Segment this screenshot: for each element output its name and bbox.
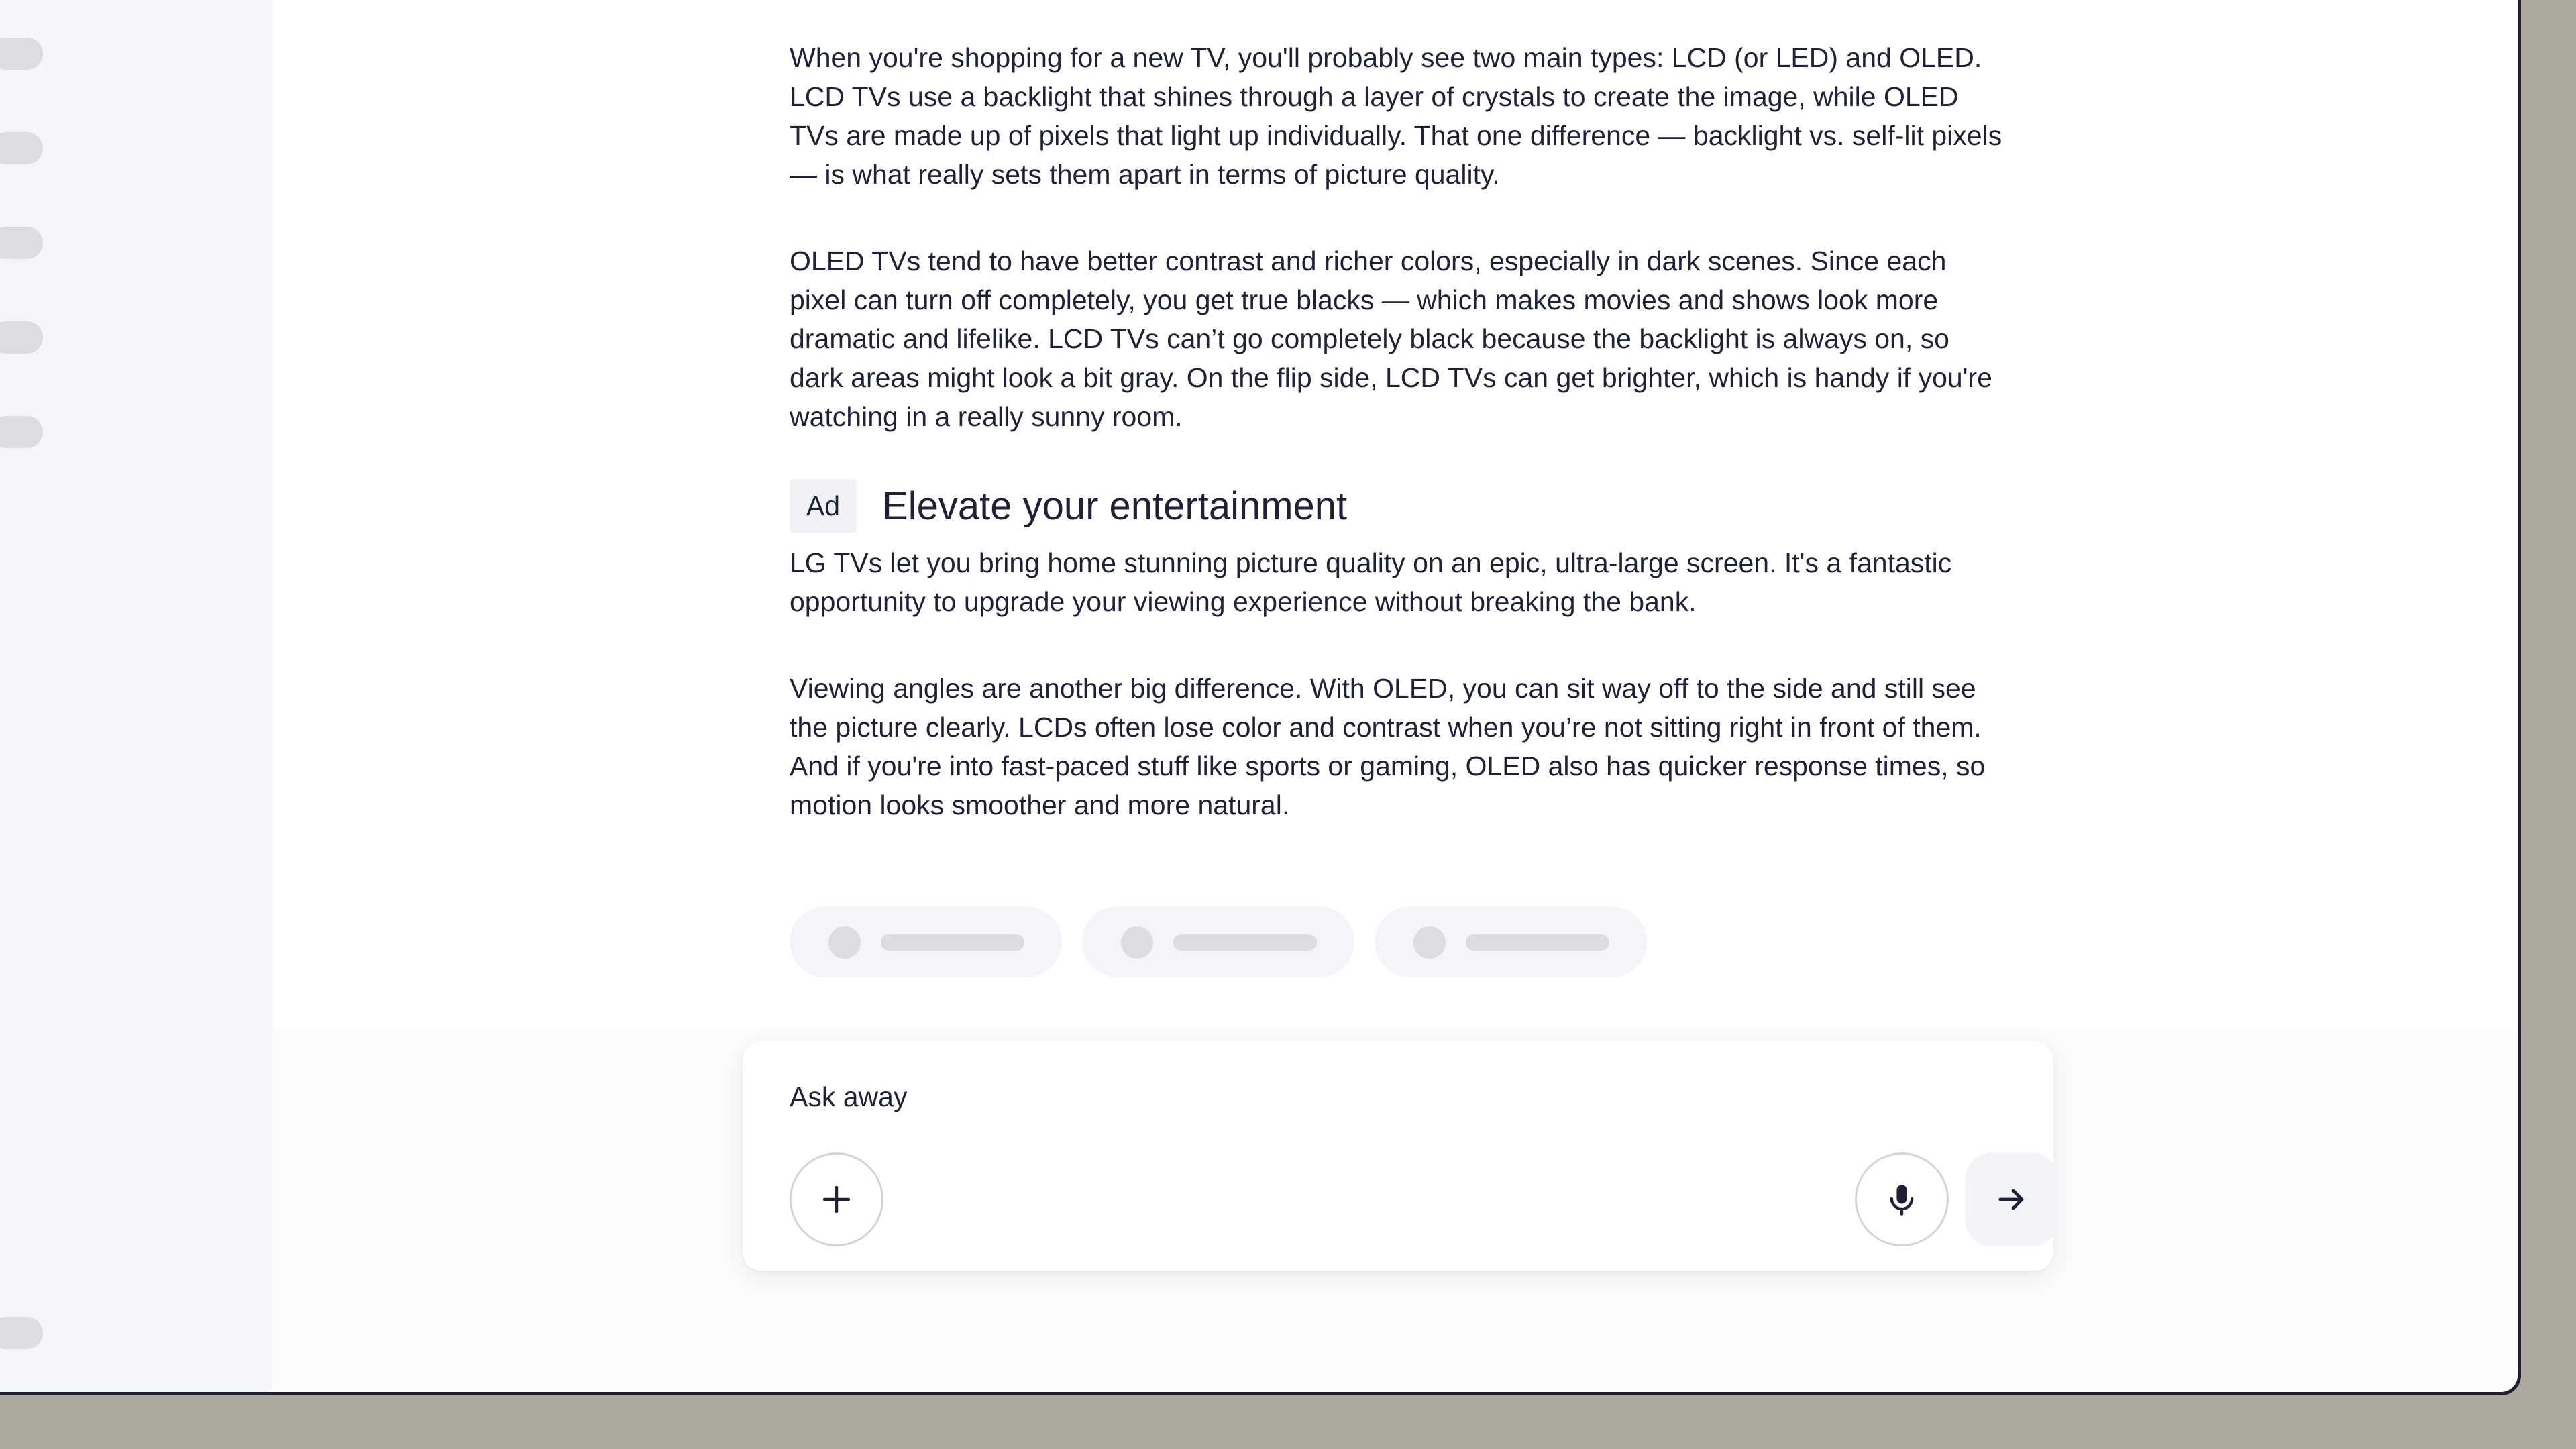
sidebar-footer-placeholder[interactable] <box>0 1317 43 1349</box>
add-button[interactable] <box>790 1152 883 1246</box>
sidebar-item-placeholder[interactable] <box>0 38 43 70</box>
sidebar-item-placeholder[interactable] <box>0 416 43 448</box>
chip-text-placeholder <box>881 934 1024 951</box>
send-button[interactable] <box>1965 1152 2059 1246</box>
suggestion-chips <box>790 906 1647 977</box>
chip-text-placeholder <box>1173 934 1317 951</box>
prompt-composer <box>743 1041 2053 1271</box>
suggestion-chip-placeholder[interactable] <box>1375 906 1647 977</box>
ad-body[interactable]: LG TVs let you bring home stunning picture quality on an epic, ultra-large screen. It's a fantastic opportunity to upgrade your viewing experience without breaking the bank. <box>790 547 1952 617</box>
voice-input-button[interactable] <box>1855 1152 1949 1246</box>
plus-icon <box>820 1183 853 1216</box>
sidebar-item-placeholder[interactable] <box>0 132 43 164</box>
response-content <box>790 38 2010 872</box>
arrow-right-icon <box>1994 1182 2029 1217</box>
prompt-input[interactable]: Ask away <box>790 1081 908 1112</box>
microphone-icon <box>1884 1182 1919 1217</box>
ad-header <box>790 479 2010 533</box>
sidebar <box>0 0 273 1392</box>
paragraph: When you're shopping for a new TV, you'll probably see two main types: LCD (or LED) and OLED. LCD TVs use a backlight that shines through a layer of crystals to create the image, while OLED TVs are made up of pixels that light up individually. That one difference — backlight vs. self-lit pixels — is what really sets them apart in terms of picture quality. <box>790 42 2002 190</box>
chip-icon-placeholder <box>828 926 861 959</box>
chip-text-placeholder <box>1466 934 1609 951</box>
paragraph: Viewing angles are another big difference. With OLED, you can sit way off to the side and still see the picture clearly. LCDs often lose color and contrast when you’re not sitting right in front of them. And if you're into fast-paced stuff like sports or gaming, OLED also has quicker response times, so motion looks smoother and more natural. <box>790 673 1986 820</box>
sidebar-item-placeholder[interactable] <box>0 321 43 354</box>
ad-badge: Ad <box>790 479 857 533</box>
suggestion-chip-placeholder[interactable] <box>1082 906 1354 977</box>
chip-icon-placeholder <box>1413 926 1446 959</box>
paragraph: OLED TVs tend to have better contrast and richer colors, especially in dark scenes. Since each pixel can turn off completely, you get true blacks — which makes movies and shows look more dramatic and lifelike. LCD TVs can’t go completely black because the backlight is always on, so dark areas might look a bit gray. On the flip side, LCD TVs can get brighter, which is handy if you're watching in a really sunny room. <box>790 246 1992 432</box>
ad-title[interactable]: Elevate your entertainment <box>882 484 1348 528</box>
chip-icon-placeholder <box>1121 926 1153 959</box>
suggestion-chip-placeholder[interactable] <box>790 906 1062 977</box>
sidebar-item-placeholder[interactable] <box>0 227 43 259</box>
